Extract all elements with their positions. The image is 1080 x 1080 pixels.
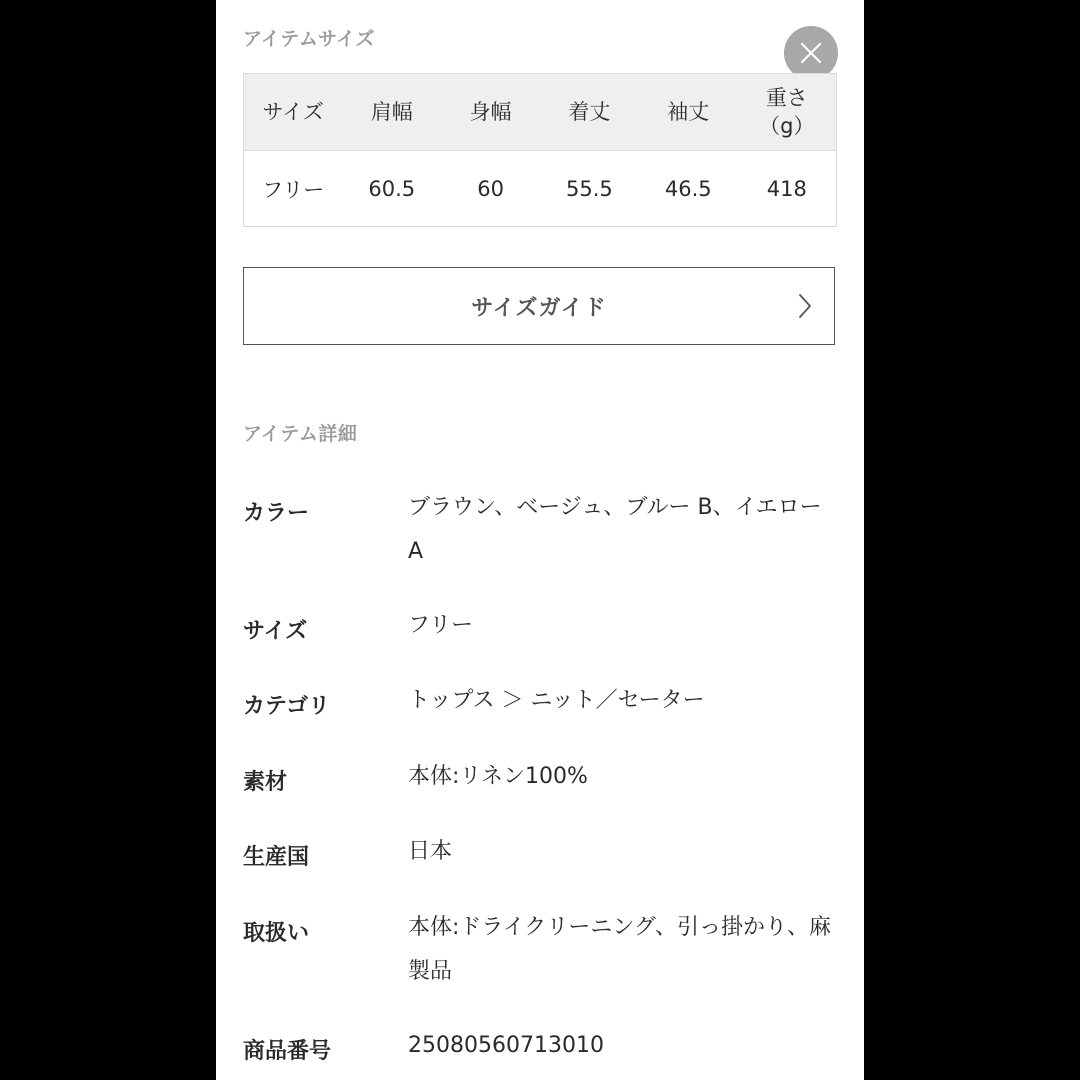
header-size: サイズ: [244, 74, 343, 151]
size-guide-button[interactable]: [243, 267, 835, 345]
detail-value: 日本: [408, 839, 453, 864]
cell-shoulder: 60.5: [342, 151, 441, 227]
header-sleeve: 袖丈: [639, 74, 738, 151]
detail-label: サイズ: [243, 619, 308, 644]
close-button[interactable]: [784, 26, 838, 80]
item-size-title: アイテムサイズ: [243, 28, 375, 50]
cell-size: フリー: [244, 151, 343, 227]
size-guide-label: サイズガイド: [471, 295, 607, 321]
detail-value: 本体:ドライクリーニング、引っ掛かり、麻製品: [408, 915, 831, 984]
item-detail-sheet: [216, 0, 864, 1080]
detail-label: 素材: [243, 770, 288, 795]
header-body-width: 身幅: [441, 74, 540, 151]
header-weight: [738, 74, 837, 151]
detail-label: カテゴリ: [243, 694, 331, 719]
backdrop-left: [0, 0, 216, 1080]
header-weight-line1: 重さ: [765, 86, 808, 110]
cell-weight: 418: [738, 151, 837, 227]
header-shoulder: 肩幅: [342, 74, 441, 151]
header-weight-line2: （g）: [759, 114, 815, 138]
chevron-right-icon: [798, 292, 812, 320]
item-detail-title: アイテム詳細: [243, 423, 358, 445]
detail-value: フリー: [408, 613, 474, 638]
detail-value: 25080560713010: [408, 1033, 604, 1058]
cell-sleeve: 46.5: [639, 151, 738, 227]
detail-value: 本体:リネン100%: [408, 764, 588, 789]
table-row: [244, 151, 837, 227]
cell-length: 55.5: [540, 151, 639, 227]
detail-value: ブラウン、ベージュ、ブルー B、イエロー A: [408, 495, 822, 564]
backdrop-right: [864, 0, 1080, 1080]
header-length: 着丈: [540, 74, 639, 151]
detail-label: 取扱い: [243, 921, 310, 946]
detail-label: 生産国: [243, 845, 310, 870]
detail-label: カラー: [243, 501, 310, 526]
cell-body-width: 60: [441, 151, 540, 227]
detail-label: 商品番号: [243, 1039, 332, 1064]
size-table: [243, 73, 837, 227]
detail-value: トップス ＞ ニット／セーター: [408, 688, 705, 713]
size-table-header-row: [244, 74, 837, 151]
close-icon: [800, 42, 822, 64]
